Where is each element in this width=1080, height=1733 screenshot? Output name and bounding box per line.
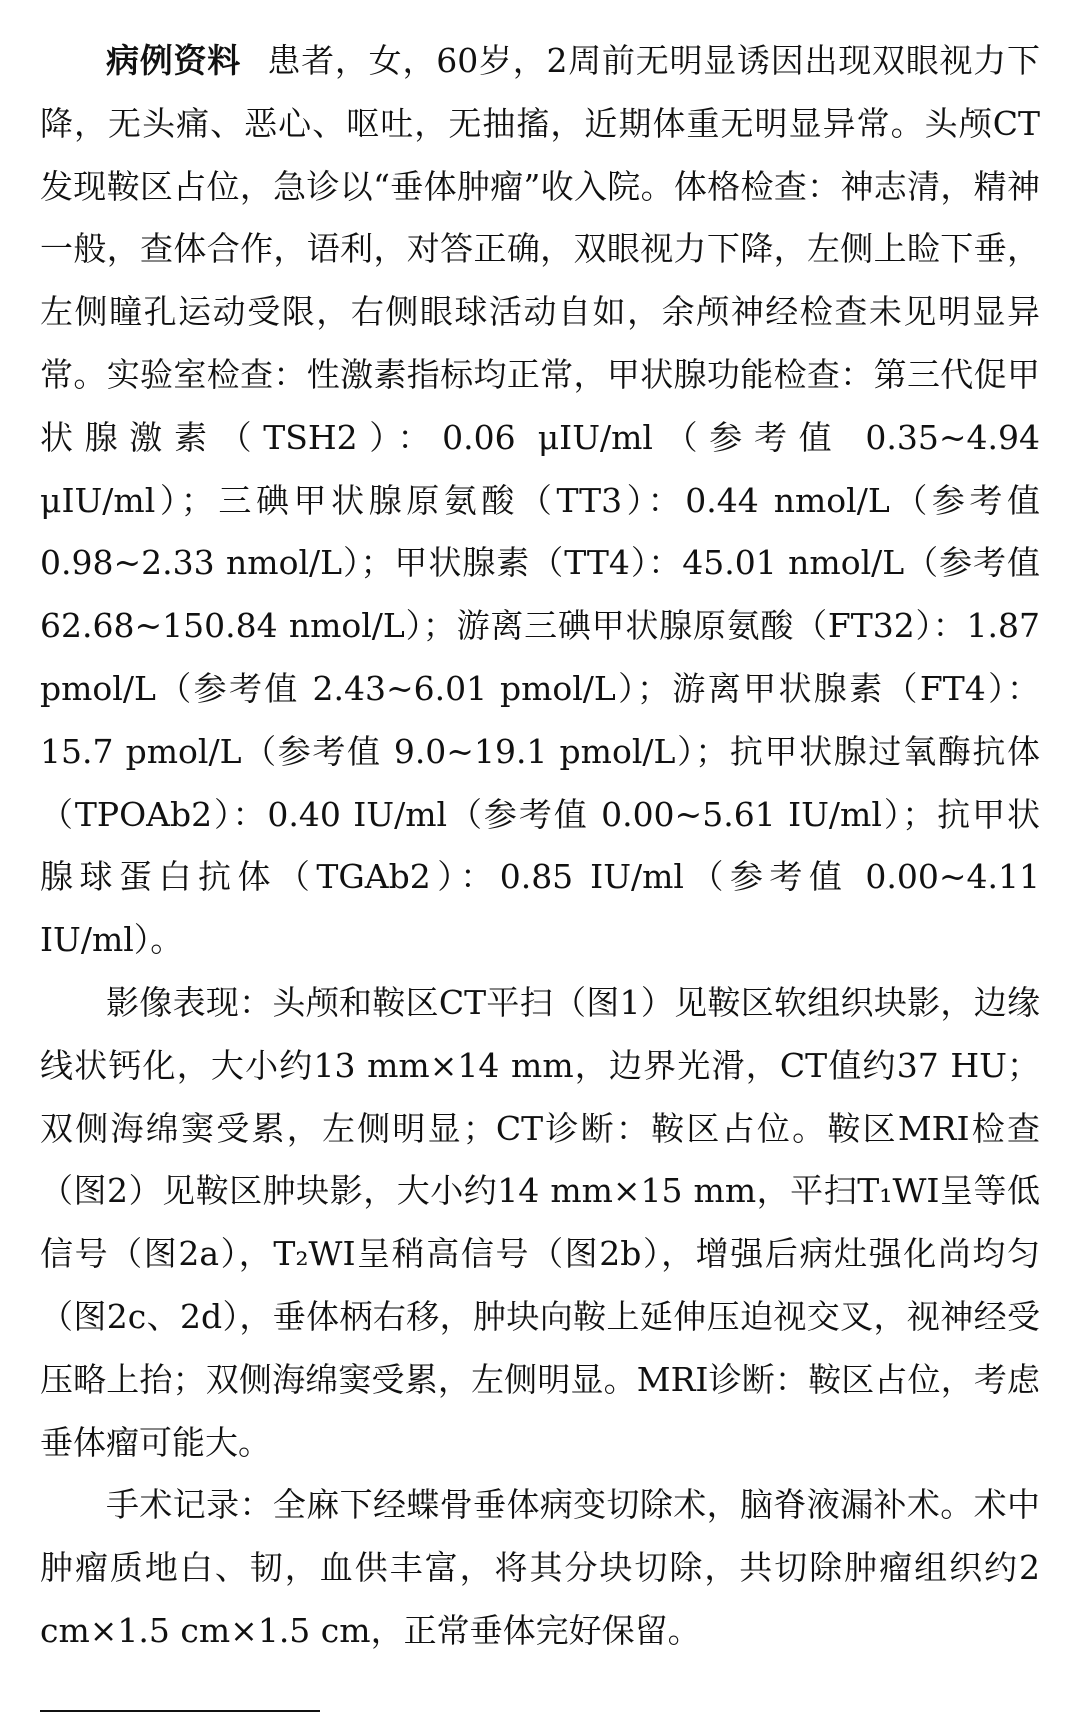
- case-data-heading: 病例资料: [106, 41, 242, 80]
- article-body: [40, 30, 1040, 1663]
- surgery-paragraph: 手术记录：全麻下经蝶骨垂体病变切除术，脑脊液漏补术。术中肿瘤质地白、韧，血供丰富，将其分块切除，共切除肿瘤组织约2 cm×1.5 cm×1.5 cm，正常垂体完好保留。: [40, 1485, 1040, 1650]
- imaging-paragraph: 影像表现：头颅和鞍区CT平扫（图1）见鞍区软组织块影，边缘线状钙化，大小约13 mm×14 mm，边界光滑，CT值约37 HU；双侧海绵窦受累，左侧明显；CT诊断：鞍区占位。鞍区MRI检查（图2）见鞍区肿块影，大小约14 mm×15 mm，平扫T₁WI呈等低信号（图2a），T₂WI呈稍高信号（图2b），增强后病灶强化尚均匀（图2c、2d），垂体柄右移，肿块向鞍上延伸压迫视交叉，视神经受压略上抬；双侧海绵窦受累，左侧明显。MRI诊断：鞍区占位，考虑垂体瘤可能大。: [40, 982, 1040, 1462]
- case-data-text: 患者，女，60岁，2周前无明显诱因出现双眼视力下降，无头痛、恶心、呕吐，无抽搐，近期体重无明显异常。头颅CT发现鞍区占位，急诊以“垂体肿瘤”收入院。体格检查：神志清，精神一般，查体合作，语利，对答正确，双眼视力下降，左侧上睑下垂，左侧瞳孔运动受限，右侧眼球活动自如，余颅神经检查未见明显异常。实验室检查：性激素指标均正常，甲状腺功能检查：第三代促甲状腺激素（TSH2）：0.06 μIU/ml（参考值 0.35~4.94 μIU/ml）；三碘甲状腺原氨酸（TT3）：0.44 nmol/L（参考值 0.98~2.33 nmol/L）；甲状腺素（TT4）：45.01 nmol/L（参考值 62.68~150.84 nmol/L）；游离三碘甲状腺原氨酸（FT32）：1.87 pmol/L（参考值 2.43~6.01 pmol/L）；游离甲状腺素（FT4）：15.7 pmol/L（参考值 9.0~19.1 pmol/L）；抗甲状腺过氧酶抗体（TPOAb2）：0.40 IU/ml（参考值 0.00~5.61 IU/ml）；抗甲状腺球蛋白抗体（TGAb2）：0.85 IU/ml（参考值 0.00~4.11 IU/ml）。: [40, 41, 1041, 960]
- case-data-paragraph: [40, 30, 1040, 972]
- footnote-divider: [40, 1710, 320, 1712]
